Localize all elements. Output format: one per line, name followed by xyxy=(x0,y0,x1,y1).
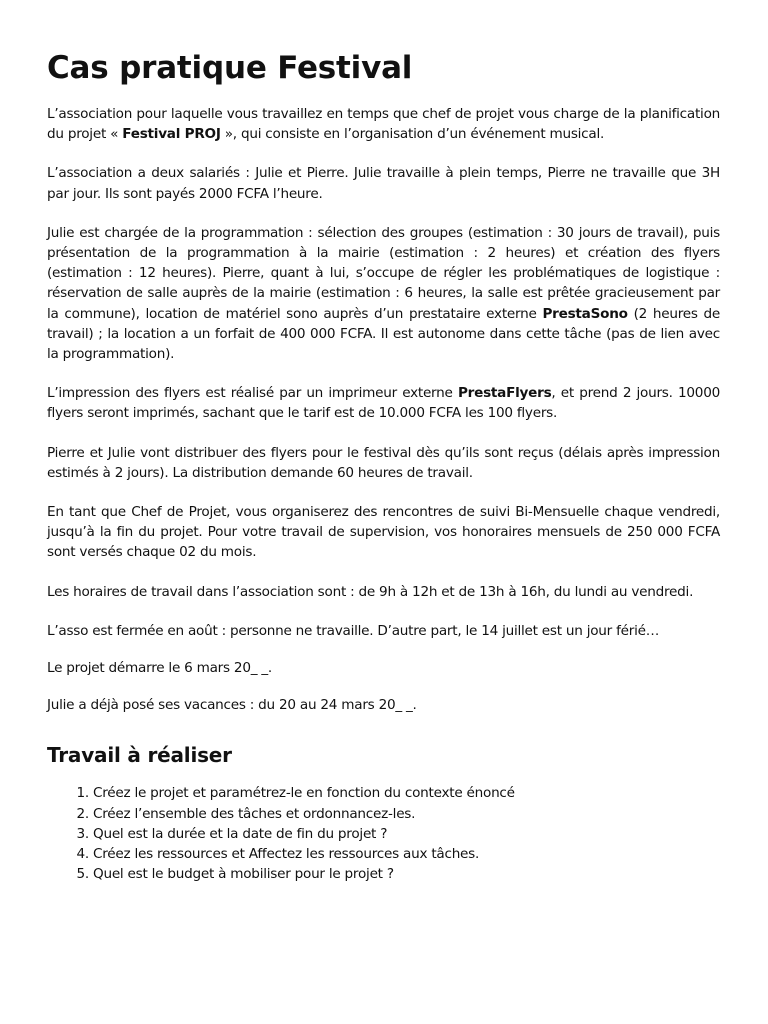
paragraph-printing xyxy=(47,383,720,423)
provider-prestaflyers: PrestaFlyers xyxy=(457,385,552,402)
paragraph-printing-text-2: , et prend 2 jours. 10000 flyers seront imprimés, sachant que le tarif est de 10.000 FCFA les 100 flyers. xyxy=(47,385,720,422)
list-item: 5. Quel est le budget à mobiliser pour le projet ? xyxy=(93,864,720,884)
list-item: 4. Créez les ressources et Affectez les ressources aux tâches. xyxy=(93,844,720,864)
paragraph-tasks-text-2: (2 heures de travail) ; la location a un forfait de 400 000 FCFA. Il est autonome dans cette tâche (pas de lien avec la programmation). xyxy=(47,305,721,363)
document-page xyxy=(47,46,720,884)
list-item: 2. Créez l’ensemble des tâches et ordonnancez-les. xyxy=(93,804,720,824)
list-item: 1. Créez le projet et paramétrez-le en fonction du contexte énoncé xyxy=(93,783,720,803)
paragraph-context xyxy=(47,104,720,144)
list-item: 3. Quel est la durée et la date de fin du projet ? xyxy=(93,824,720,844)
paragraph-context-text-2: », qui consiste en l’organisation d’un événement musical. xyxy=(220,126,605,143)
paragraph-closure: L’asso est fermée en août : personne ne travaille. D’autre part, le 14 juillet est un jour férié… xyxy=(47,622,660,639)
paragraph-vacation: Julie a déjà posé ses vacances : du 20 au 24 mars 20_ _. xyxy=(47,697,417,714)
paragraph-tasks-text-1: Julie est chargée de la programmation : sélection des groupes (estimation : 30 jours de travail), puis présentation de la programmation à la mairie (estimation : 2 heures) et création des flyers (estimation : 12 heures). Pierre, quant à lui, s’occupe de régler les problématiques de logistique : réservation de salle auprès de la mairie (estimation : 6 heures, la salle est prêtée gracieusement par la commune), location de matériel sono auprès d’un prestataire externe xyxy=(47,224,720,322)
paragraph-employees: L’association a deux salariés : Julie et Pierre. Julie travaille à plein temps, Pierre ne travaille que 3H par jour. Ils sont payés 2000 FCFA l’heure. xyxy=(47,165,720,202)
paragraph-start-date: Le projet démarre le 6 mars 20_ _. xyxy=(47,660,272,677)
paragraph-printing-text-1: L’impression des flyers est réalisé par un imprimeur externe xyxy=(47,385,458,402)
section-title: Travail à réaliser xyxy=(47,743,232,768)
paragraph-tasks xyxy=(47,223,720,364)
paragraph-distribution: Pierre et Julie vont distribuer des flyers pour le festival dès qu’ils sont reçus (délais après impression estimés à 2 jours). La distribution demande 60 heures de travail. xyxy=(47,444,720,481)
paragraph-working-hours: Les horaires de travail dans l’association sont : de 9h à 12h et de 13h à 16h, du lundi au vendredi. xyxy=(47,583,694,600)
document-title: Cas pratique Festival xyxy=(47,50,413,86)
provider-prestasono: PrestaSono xyxy=(542,305,628,322)
project-name: Festival PROJ xyxy=(122,126,221,143)
paragraph-supervision: En tant que Chef de Projet, vous organiserez des rencontres de suivi Bi-Mensuelle chaque vendredi, jusqu’à la fin du projet. Pour votre travail de supervision, vos honoraires mensuels de 250 000 FCFA sont versés chaque 02 du mois. xyxy=(47,504,720,561)
task-list xyxy=(47,783,720,884)
paragraph-context-text-1: L’association pour laquelle vous travaillez en temps que chef de projet vous charge de la planification du projet « xyxy=(47,106,720,143)
